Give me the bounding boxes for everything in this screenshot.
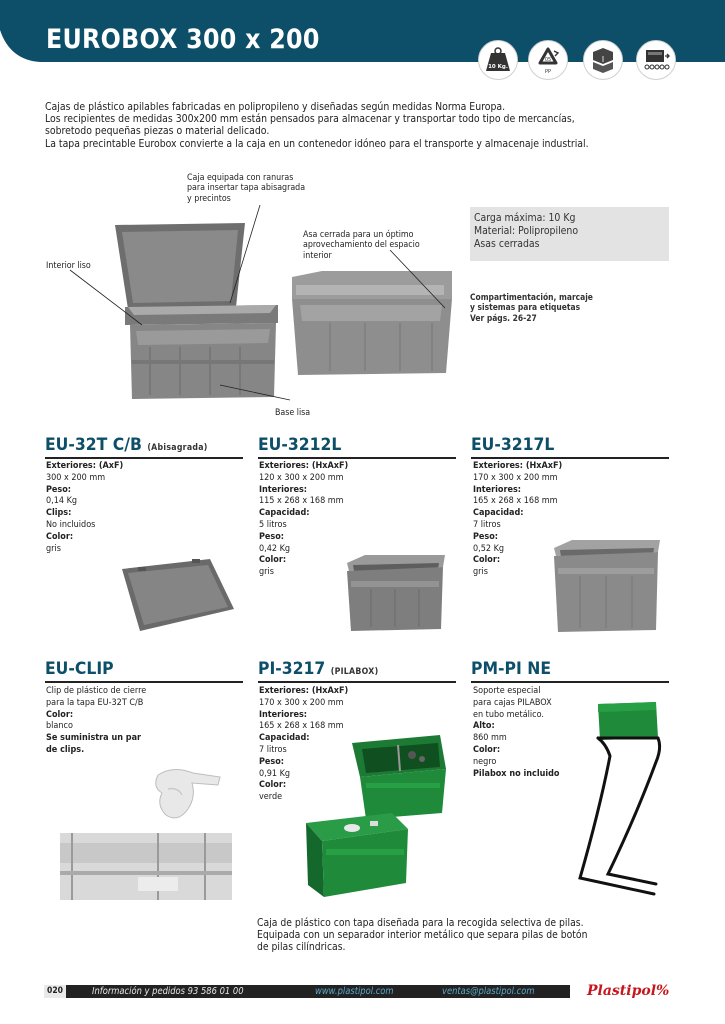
hero-eurobox-image <box>60 195 480 415</box>
spec-pi3217: Exteriores: (HxAxF) 170 x 300 x 200 mm Interiores: 165 x 268 x 168 mm Capacidad: 7 litros Peso: 0,91 Kg Color: verde <box>259 686 349 803</box>
product-title-pi3217: PI-3217 (PILABOX) <box>258 659 379 679</box>
callout-asa: Asa cerrada para un óptimo aprovechamiento del espacio interior <box>303 230 420 261</box>
callout-interior-liso: Interior liso <box>46 261 91 271</box>
box-eu3217l-image <box>552 538 664 634</box>
spec-eu32t: Exteriores: (AxF) 300 x 200 mm Peso: 0,14 Kg Clips: No incluidos Color: gris <box>46 461 124 554</box>
spec-summary-box: Carga máxima: 10 Kg Material: Polipropileno Asas cerradas <box>470 207 669 261</box>
recycle-pp-icon <box>528 40 568 80</box>
footer-email-link[interactable]: ventas@plastipol.com <box>442 986 535 997</box>
recycle-number: 05 <box>544 57 552 63</box>
roller-transport-icon <box>636 40 676 80</box>
box-eu3212l-image <box>345 553 450 633</box>
footer-website-link[interactable]: www.plastipol.com <box>315 986 394 997</box>
spec-euclip: Clip de plástico de cierre para la tapa EU-32T C/B Color: blanco Se suministra un par de clips. <box>46 686 147 755</box>
feature-icons <box>478 40 698 82</box>
spec-eu3217l: Exteriores: (HxAxF) 170 x 300 x 200 mm Interiores: 165 x 268 x 168 mm Capacidad: 7 litros Peso: 0,52 Kg Color: gris <box>473 461 563 578</box>
lid-eu32t-image <box>118 557 238 635</box>
brand-logo: Plastipol% <box>587 983 670 999</box>
intro-line: Cajas de plástico apilables fabricadas en polipropileno y diseñadas según medidas Norma Europa. <box>45 101 506 113</box>
callout-base-lisa: Base lisa <box>275 408 311 418</box>
clip-image <box>148 765 228 829</box>
footer-phone: Información y pedidos 93 586 01 00 <box>92 986 244 997</box>
pilabox-caption: Caja de plástico con tapa diseñada para la recogida selectiva de pilas. Equipada con un separador interior metálico que separa pilas de botón de pilas cilíndricas. <box>257 917 588 953</box>
weight-icon <box>478 40 518 80</box>
callout-ranuras: Caja equipada con ranuras para insertar tapa abisagrada y precintos <box>187 173 306 204</box>
footer <box>44 985 674 998</box>
product-title-eu3212l: EU-3212L <box>258 435 342 455</box>
stackable-box-icon <box>583 40 623 80</box>
intro-line: sobretodo pequeñas piezas o material delicado. <box>45 125 270 138</box>
clip-detail-image <box>60 833 232 900</box>
intro-line: Los recipientes de medidas 300x200 mm están pensados para almacenar y transportar todo tipo de mercancías, <box>45 113 575 126</box>
stand-image <box>570 698 670 898</box>
compartment-note: Compartimentación, marcaje y sistemas para etiquetas Ver págs. 26-27 <box>470 292 593 323</box>
divider <box>45 457 243 459</box>
page-number: 020 <box>44 985 66 998</box>
product-title-eu32t: EU-32T C/B (Abisagrada) <box>45 435 208 455</box>
recycle-material: PP <box>544 69 552 75</box>
intro-paragraph <box>45 101 675 150</box>
divider <box>258 681 456 683</box>
weight-icon-label: 10 Kg. <box>488 64 508 70</box>
divider <box>45 681 243 683</box>
spec-eu3212l: Exteriores: (HxAxF) 120 x 300 x 200 mm Interiores: 115 x 268 x 168 mm Capacidad: 5 litros Peso: 0,42 Kg Color: gris <box>259 461 349 578</box>
closed-box-illustration <box>292 271 452 375</box>
divider <box>258 457 456 459</box>
product-title-euclip: EU-CLIP <box>45 659 114 679</box>
divider <box>471 681 669 683</box>
pilabox-image <box>300 733 450 901</box>
open-box-illustration <box>115 223 278 399</box>
product-title-eu3217l: EU-3217L <box>471 435 555 455</box>
divider <box>471 457 669 459</box>
product-title-pmpine: PM-PI NE <box>471 659 552 679</box>
intro-line: La tapa precintable Eurobox convierte a la caja en un contenedor idóneo para el transporte y almacenaje industrial. <box>45 137 589 150</box>
page-title: EUROBOX 300 x 200 <box>46 24 320 55</box>
spec-pmpine: Soporte especial para cajas PILABOX en tubo metálico. Alto: 860 mm Color: negro Pilabox no incluido <box>473 686 560 779</box>
